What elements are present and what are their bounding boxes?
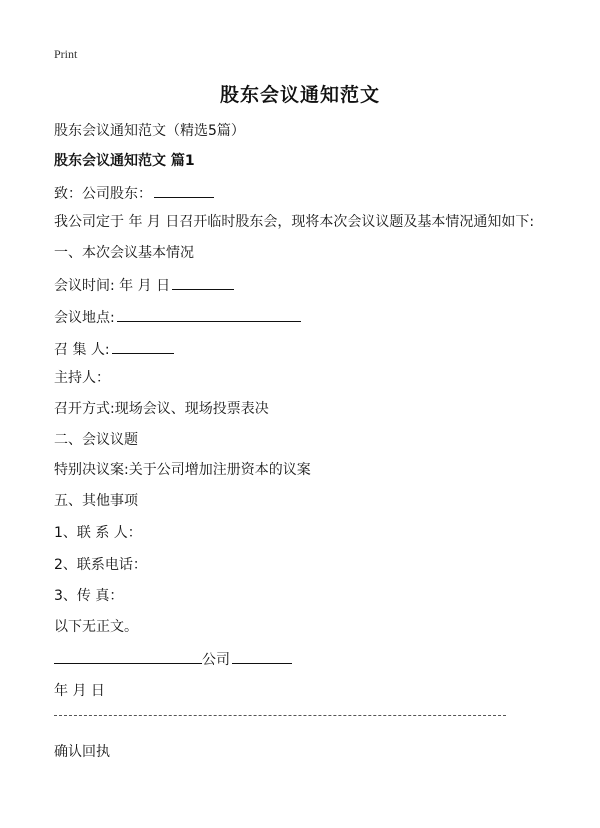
to-line-text: 致：公司股东：: [54, 186, 152, 202]
host: 主持人：: [54, 370, 110, 386]
meeting-method: 召开方式:现场会议、现场投票表决: [54, 401, 269, 417]
company-signature-line: [54, 649, 292, 669]
meeting-place: [54, 307, 301, 327]
signature-blank: [54, 649, 202, 664]
meeting-place-blank: [117, 307, 301, 322]
receipt-heading: 确认回执: [54, 744, 110, 760]
part1-heading: 一、本次会议基本情况: [54, 245, 194, 261]
print-label[interactable]: Print: [54, 47, 78, 61]
document-title: 股东会议通知范文: [219, 84, 380, 106]
date-line: 年 月 日: [54, 683, 105, 699]
meeting-time-text: 会议时间: 年 月 日: [54, 278, 171, 294]
dashed-divider: [54, 715, 506, 716]
document-subtitle: 股东会议通知范文（精选5篇）: [54, 123, 245, 139]
company-blank: [232, 649, 292, 664]
contact-person: 1、联 系 人：: [54, 525, 142, 541]
to-line: [54, 183, 214, 203]
no-more-text: 以下无正文。: [54, 619, 138, 635]
part5-heading: 五、其他事项: [54, 493, 138, 509]
meeting-place-text: 会议地点:: [54, 310, 115, 326]
convener-text: 召 集 人:: [54, 342, 110, 358]
company-label: 公司: [202, 652, 230, 668]
contact-phone: 2、联系电话：: [54, 557, 147, 573]
to-line-blank: [154, 183, 214, 198]
meeting-time-blank: [172, 275, 234, 290]
fax: 3、传 真：: [54, 588, 124, 604]
intro-paragraph: 我公司定于 年 月 日召开临时股东会，现将本次会议议题及基本情况通知如下:: [54, 214, 535, 230]
convener-blank: [112, 339, 174, 354]
special-resolution: 特别决议案:关于公司增加注册资本的议案: [54, 462, 311, 478]
part2-heading: 二、会议议题: [54, 432, 138, 448]
section-heading: 股东会议通知范文 篇1: [54, 153, 195, 169]
convener: [54, 339, 174, 359]
meeting-time: [54, 275, 234, 295]
